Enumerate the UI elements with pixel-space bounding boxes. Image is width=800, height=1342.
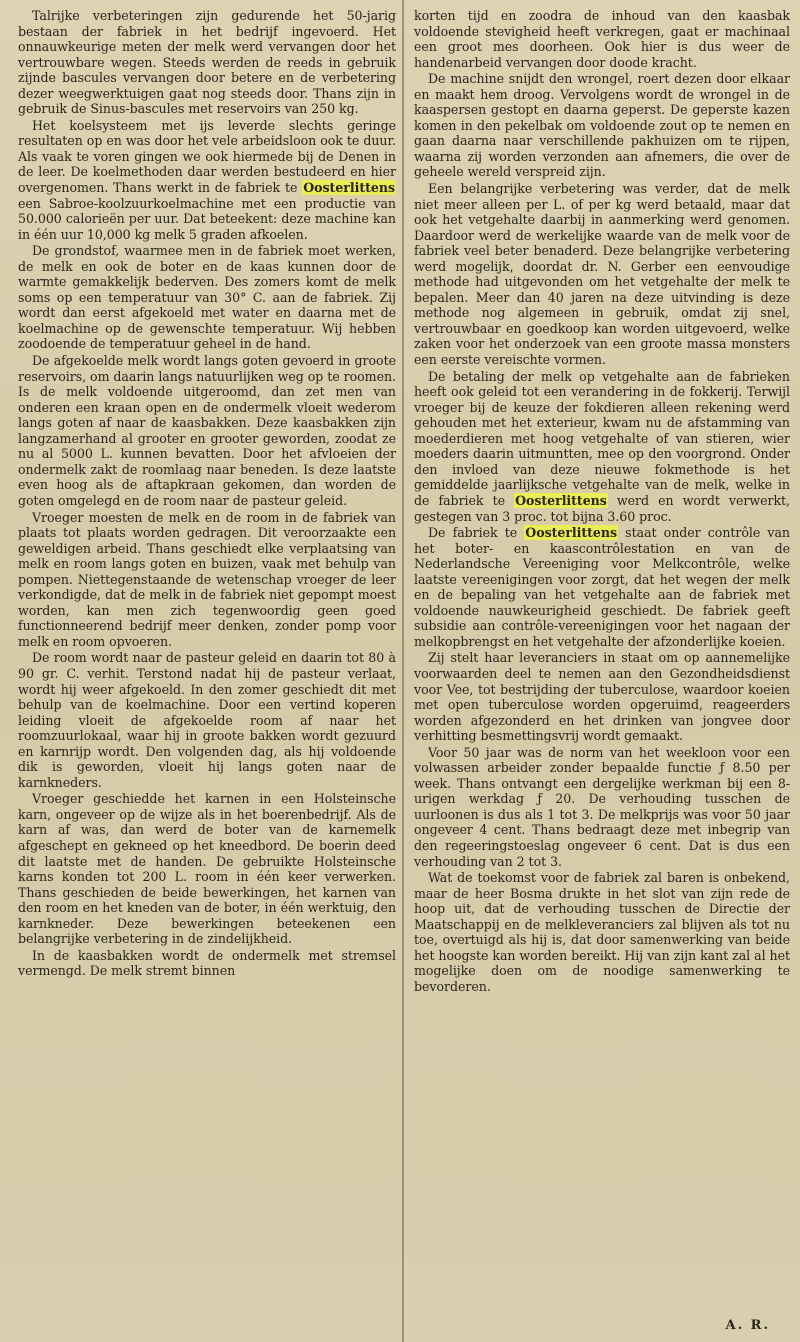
- paragraph: [18, 118, 396, 242]
- highlighted-place-name: Oosterlittens: [303, 180, 395, 196]
- paragraph: [18, 650, 396, 790]
- paragraph: [414, 650, 790, 743]
- left-column: [18, 8, 396, 980]
- paragraph: [414, 71, 790, 180]
- paragraph: [18, 510, 396, 650]
- paragraph: [18, 948, 396, 979]
- paragraph: [18, 353, 396, 508]
- paragraph: [414, 870, 790, 994]
- signature: A. R.: [725, 1318, 770, 1333]
- paragraph: [414, 745, 790, 869]
- highlighted-place-name: Oosterlittens: [525, 525, 618, 541]
- paragraph: [18, 8, 396, 117]
- paragraph-text: Vroeger geschiedde het karnen in een Holsteinsche karn, ongeveer op de wijze als in het boerenbedrijf. Als de karn af was, dan werd de boter van de karnemelk afgeschept en gekneed op het kneedbord. De boerin deed dit laatste met de handen. De gebruikte Holsteinsche karns konden tot 200 L. room in één keer verwerken. Thans geschieden de beide bewerkingen, het karnen van den room en het kneden van de boter, in één werktuig, den karnkneder. Deze bewerkingen beteekenen een belangrijke verbetering in de zindelijkheid.: [18, 791, 396, 947]
- paragraph-text: Talrijke verbeteringen zijn gedurende het 50-jarig bestaan der fabriek in het bedrijf ingevoerd. Het onnauwkeurige meten der melk werd vervangen door het vertrouwbare wegen. Steeds werden de reeds in gebruik zijnde bascules vervangen door betere en de verbetering dezer weegwerktuigen gaat nog steeds door. Thans zijn in gebruik de Sinus-bascules met reservoirs van 250 kg.: [18, 8, 396, 117]
- column-divider: [402, 0, 404, 1342]
- paragraph-text: Voor 50 jaar was de norm van het weekloon voor een volwassen arbeider zonder bepaalde functie ƒ 8.50 per week. Thans ontvangt een dergelijke werkman bij een 8-urigen werkdag ƒ 20. De verhouding tusschen de uurloonen is dus als 1 tot 3. De melkprijs was voor 50 jaar ongeveer 4 cent. Thans bedraagt deze met inbegrip van den regeeringstoeslag ongeveer 6 cent. Dat is dus een verhouding van 2 tot 3.: [414, 744, 790, 869]
- paragraph: [414, 369, 790, 524]
- paragraph-text: De afgekoelde melk wordt langs goten gevoerd in groote reservoirs, om daarin langs natuurlijken weg op te roomen. Is de melk voldoende uitgeroomd, dan zet men van onderen een kraan open en de ondermelk vloeit wederom langs goten af naar de kaasbakken. Deze kaasbakken zijn langzamerhand al grooter en grooter geworden, zoodat ze nu al 5000 L. kunnen bevatten. Door het afvloeien der ondermelk zakt de roomlaag naar beneden. Is deze laatste even hoog als de aftapkraan gekomen, dan worden de goten omgelegd en de room naar de pasteur geleid.: [18, 353, 396, 508]
- paragraph: [414, 181, 790, 368]
- paragraph-text: Zij stelt haar leveranciers in staat om op aannemelijke voorwaarden deel te nemen aan den Gezondheidsdienst voor Vee, tot bestrijding der tuberculose, waardoor koeien met open tuberculose worden opgeruimd, reageerders worden afgezonderd en het drinken van jongvee door verhitting besmettingsvrij wordt gemaakt.: [414, 650, 790, 744]
- paragraph-text: De machine snijdt den wrongel, roert dezen door elkaar en maakt hem droog. Vervolgens wordt de wrongel in de kaaspersen gestopt en daarna geperst. De geperste kazen komen in den pekelbak om voldoende zout op te nemen en gaan daarna naar verschillende pakhuizen om te rijpen, waarna zij worden verzonden aan afnemers, die over de geheele wereld verspreid zijn.: [414, 71, 790, 180]
- paragraph-text: Een belangrijke verbetering was verder, dat de melk niet meer alleen per L. of per kg werd betaald, maar dat ook het vetgehalte daarbij in aanmerking werd genomen. Daardoor werd de werkelijke waarde van de melk voor de fabriek veel beter benaderd. Deze belangrijke verbetering werd mogelijk, doordat dr. N. Gerber een eenvoudige methode had uitgevonden om het vetgehalte der melk te bepalen. Meer dan 40 jaren na deze uitvinding is deze methode nog algemeen in gebruik, omdat zij snel, vertrouwbaar en goedkoop kan worden uitgevoerd, welke zaken voor het onderzoek van een groote massa monsters een eerste vereischte vormen.: [414, 181, 790, 368]
- paragraph: [414, 525, 790, 649]
- highlighted-place-name: Oosterlittens: [515, 492, 607, 508]
- paragraph-text: Het koelsysteem met ijs leverde slechts geringe resultaten op en was door het vele arbeidsloon ook te duur. Als vaak te voren gingen we ook hiermede bij de Denen in de leer. De koelmethoden daar werden bestudeerd en hier overgenomen. Thans werkt in de fabriek te: [18, 117, 396, 196]
- paragraph-text: In de kaasbakken wordt de ondermelk met stremsel vermengd. De melk stremt binnen: [18, 947, 396, 979]
- paragraph-text: staat onder contrôle van het boter- en kaascontrôlestation en van de Nederlandsche Vereeniging voor Melkcontrôle, welke laatste vereenigingen voor zorgt, dat het wegen der melk en de bepaling van het vetgehalte aan de fabriek met voldoende nauwkeurigheid geschiedt. De fabriek geeft subsidie aan contrôle-vereenigingen voor het nagaan der melkopbrengst en het vetgehalte der afzonderlijke koeien.: [414, 525, 790, 649]
- paragraph-text: Vroeger moesten de melk en de room in de fabriek van plaats tot plaats worden gedragen. Dit veroorzaakte een geweldigen arbeid. Thans geschiedt elke verplaatsing van melk en room langs goten en buizen, vaak met behulp van pompen. Niettegenstaande de wetenschap vroeger de leer verkondigde, dat de melk in de fabriek niet gepompt moest worden, kan men zich tegenwoordig geen goed functionneerend bedrijf meer denken, zonder pomp voor melk en room opvoeren.: [18, 509, 396, 649]
- right-column: [414, 8, 790, 995]
- paragraph-text: werd en wordt verwerkt, gestegen van 3 proc. tot bijna 3.60 proc.: [414, 492, 791, 524]
- paragraph-text: De grondstof, waarmee men in de fabriek moet werken, de melk en ook de boter en de kaas kunnen door de warmte gemakkelijk bederven. Des zomers komt de melk soms op een temperatuur van 30° C. aan de fabriek. Zij wordt dan eerst afgekoeld met water en daarna met de koelmachine op de gewenschte temperatuur. Wij hebben zoodoende de temperatuur geheel in de hand.: [18, 243, 396, 352]
- paragraph: [414, 8, 790, 70]
- paragraph-text: De room wordt naar de pasteur geleid en daarin tot 80 à 90 gr. C. verhit. Terstond nadat hij de pasteur verlaat, wordt hij weer afgekoeld. In den zomer geschiedt dit met behulp van de koelmachine. Door een vertind koperen leiding vloeit de afgekoelde room af naar het roomzuurlokaal, waar hij in groote bakken wordt gezuurd en karnrijp wordt. Den volgenden dag, als hij voldoende dik is geworden, vloeit hij langs goten naar de karnkneders.: [18, 650, 396, 790]
- paragraph-text: Wat de toekomst voor de fabriek zal baren is onbekend, maar de heer Bosma drukte in het slot van zijn rede de hoop uit, dat de verhouding tusschen de Directie der Maatschappij en de melkleveranciers zal blijven als tot nu toe, overtuigd als hij is, dat door samenwerking van beide het hoogste kan worden bereikt. Hij van zijn kant zal al het mogelijke doen om de noodige samenwerking te bevorderen.: [414, 870, 790, 994]
- paragraph-text: De betaling der melk op vetgehalte aan de fabrieken heeft ook geleid tot een verandering in de fokkerij. Terwijl vroeger bij de keuze der fokdieren alleen rekening werd gehouden met het exterieur, kwam nu de afstamming van moederdieren met hoog vetgehalte of van stieren, wier moeders daarin uitmuntten, mee op den voorgrond. Onder den invloed van deze nieuwe fokmethode is het gemiddelde jaarlijksche vetgehalte van de melk, welke in de fabriek te: [414, 368, 790, 508]
- paragraph-text: een Sabroe-koolzuurkoelmachine met een productie van 50.000 calorieën per uur. Dat beteekent: deze machine kan in één uur 10,000 kg melk 5 graden afkoelen.: [18, 195, 396, 242]
- paragraph: [18, 791, 396, 946]
- paragraph-text: korten tijd en zoodra de inhoud van den kaasbak voldoende stevigheid heeft verkregen, gaat er machinaal een groot mes doorheen. Ook hier is dus weer de handenarbeid vervangen door doode kracht.: [414, 8, 790, 70]
- paragraph: [18, 243, 396, 352]
- paragraph-text: De fabriek te: [428, 525, 525, 541]
